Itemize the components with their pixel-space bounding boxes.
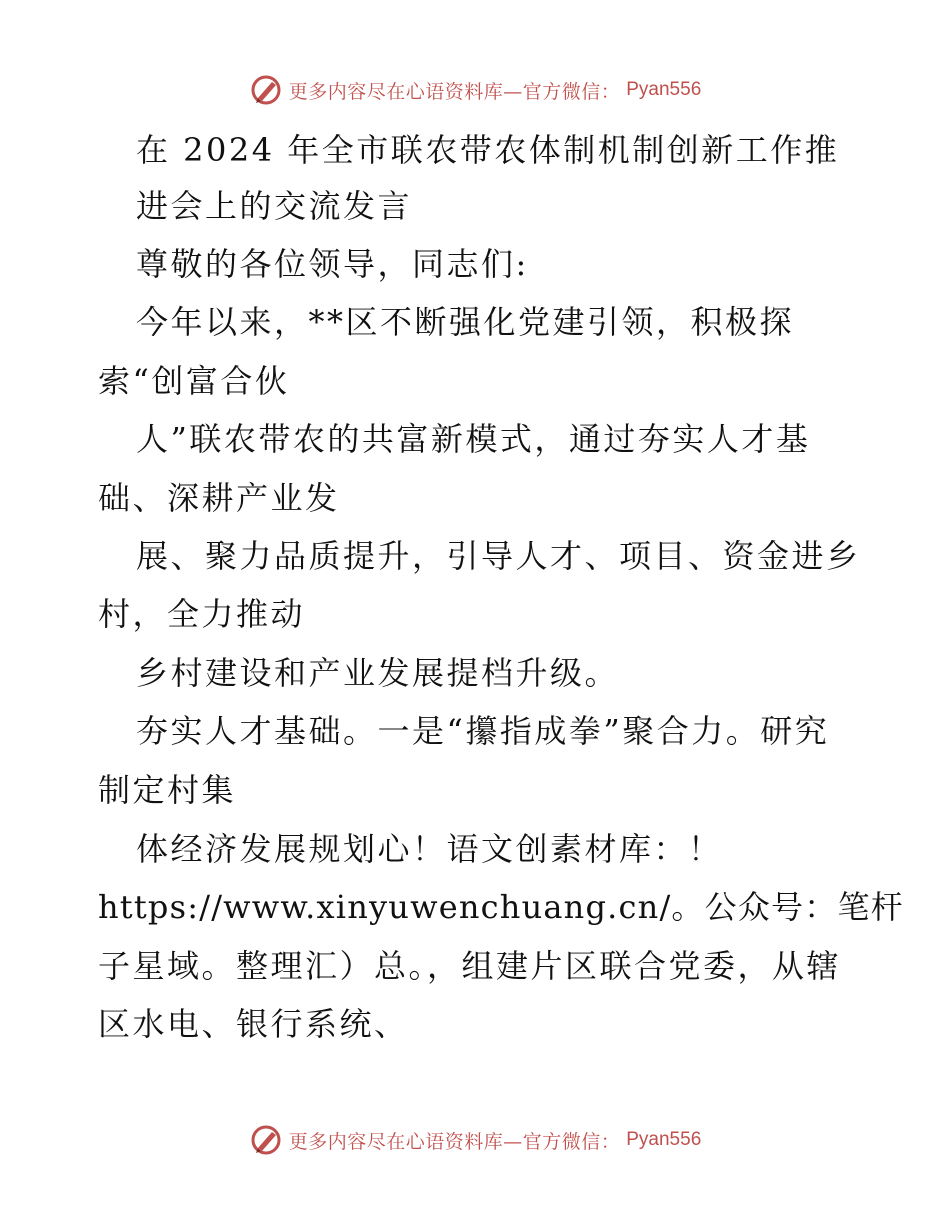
text-line: 体经济发展规划心！语文创素材库：！ (136, 830, 723, 868)
text-line: 制定村集 (98, 771, 237, 809)
text-line: 村，全力推动 (98, 595, 306, 633)
text-line: 人”联农带农的共富新模式，通过夯实人才基 (136, 420, 811, 458)
watermark-text: 更多内容尽在心语资料库—官方微信： (288, 80, 621, 103)
pen-logo-icon (249, 73, 283, 107)
text-line: 区水电、银行系统、 (98, 1005, 409, 1043)
text-line: 进会上的交流发言 (136, 187, 413, 225)
text-line: 础、深耕产业发 (98, 479, 340, 517)
text-line: 尊敬的各位领导，同志们: (136, 245, 529, 283)
footer-watermark (0, 1120, 950, 1160)
header-watermark (0, 70, 950, 110)
text-line: 索“创富合伙 (98, 362, 290, 400)
text-line: 今年以来，**区不断强化党建引领，积极探 (136, 303, 795, 341)
text-line: https://www.xinyuwenchuang.cn/。公众号：笔杆 (98, 888, 904, 926)
text-line: 夯实人才基础。一是“攥指成拳”聚合力。研究 (136, 712, 830, 750)
text-line: 子星域。整理汇）总。，组建片区联合党委，从辖 (98, 947, 842, 985)
watermark-wechat-id: Pyan556 (626, 79, 702, 100)
text-line: 在 2024 年全市联农带农体制机制创新工作推 (136, 131, 840, 169)
text-line: 展、聚力品质提升，引导人才、项目、资金进乡 (136, 537, 861, 575)
pen-logo-icon (249, 1123, 283, 1157)
watermark-wechat-id: Pyan556 (626, 1129, 702, 1150)
text-line: 乡村建设和产业发展提档升级。 (136, 654, 620, 692)
watermark-text: 更多内容尽在心语资料库—官方微信： (288, 1130, 621, 1153)
